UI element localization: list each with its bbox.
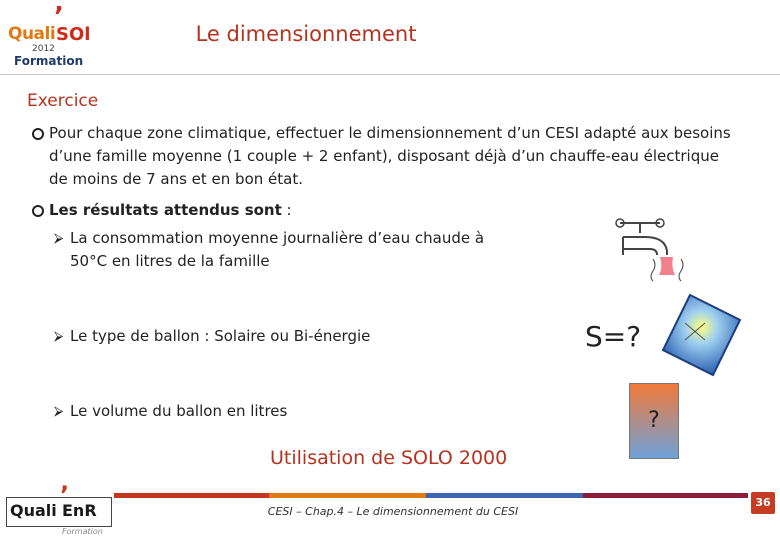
surface-question: S=? <box>585 320 642 353</box>
qualienr-logo: ’ Quali EnR Formation <box>4 487 114 539</box>
sub-arrow-icon: ⮚ <box>54 231 64 246</box>
logo-subtitle: Formation <box>62 527 103 536</box>
bullet-ring-icon <box>32 205 44 217</box>
solar-panel-icon <box>655 290 745 380</box>
footer-bar-orange <box>269 493 426 498</box>
tap-icon <box>605 215 705 285</box>
bullet-bold-text: Les résultats attendus sont <box>49 201 282 219</box>
bullet-instructions <box>32 122 732 191</box>
qualisol-logo: ’ Quali SOl 2012 Formation <box>8 2 91 68</box>
bullet-text: Pour chaque zone climatique, effectuer le dimensionnement d’un CESI adapté aux besoins d’une famille moyenne (1 couple + 2 enfant), disposant déjà d’un chauffe-eau électrique de moins de 7 ans et en bon état. <box>49 124 731 188</box>
sub-arrow-icon: ⮚ <box>54 404 64 419</box>
slide-title: Le dimensionnement <box>195 22 417 46</box>
bullet-expected-results <box>32 199 532 222</box>
tank-question: ? <box>648 408 660 433</box>
footer-bar-purple <box>583 493 748 498</box>
logo-subtitle: Formation <box>14 54 84 68</box>
logo-enr: EnR <box>62 501 97 520</box>
logo-year: 2012 <box>32 44 55 54</box>
logo-brand-suffix: SOl <box>56 24 91 45</box>
footer-bar-red <box>114 493 269 498</box>
sub-item-tank-volume: ⮚ Le volume du ballon en litres <box>54 400 524 423</box>
sub-item-tank-type: ⮚ Le type de ballon : Solaire ou Bi-énergie <box>54 325 524 348</box>
tank-box <box>629 383 679 459</box>
logo-brand: Quali <box>8 24 56 44</box>
page-number: 36 <box>751 492 775 514</box>
solo-note: Utilisation de SOLO 2000 <box>270 447 508 469</box>
sub-arrow-icon: ⮚ <box>54 329 64 344</box>
logo-brand: Quali <box>10 501 57 520</box>
bullet-rest-text: : <box>281 201 292 219</box>
footer-bar-blue <box>426 493 583 498</box>
section-heading: Exercice <box>27 91 99 111</box>
sub-item-consumption: ⮚ La consommation moyenne journalière d’eau chaude à 50°C en litres de la famille <box>54 229 485 270</box>
bullet-ring-icon <box>32 128 44 140</box>
footer-caption: CESI – Chap.4 – Le dimensionnement du CESI <box>267 505 519 518</box>
header-divider <box>0 74 780 75</box>
